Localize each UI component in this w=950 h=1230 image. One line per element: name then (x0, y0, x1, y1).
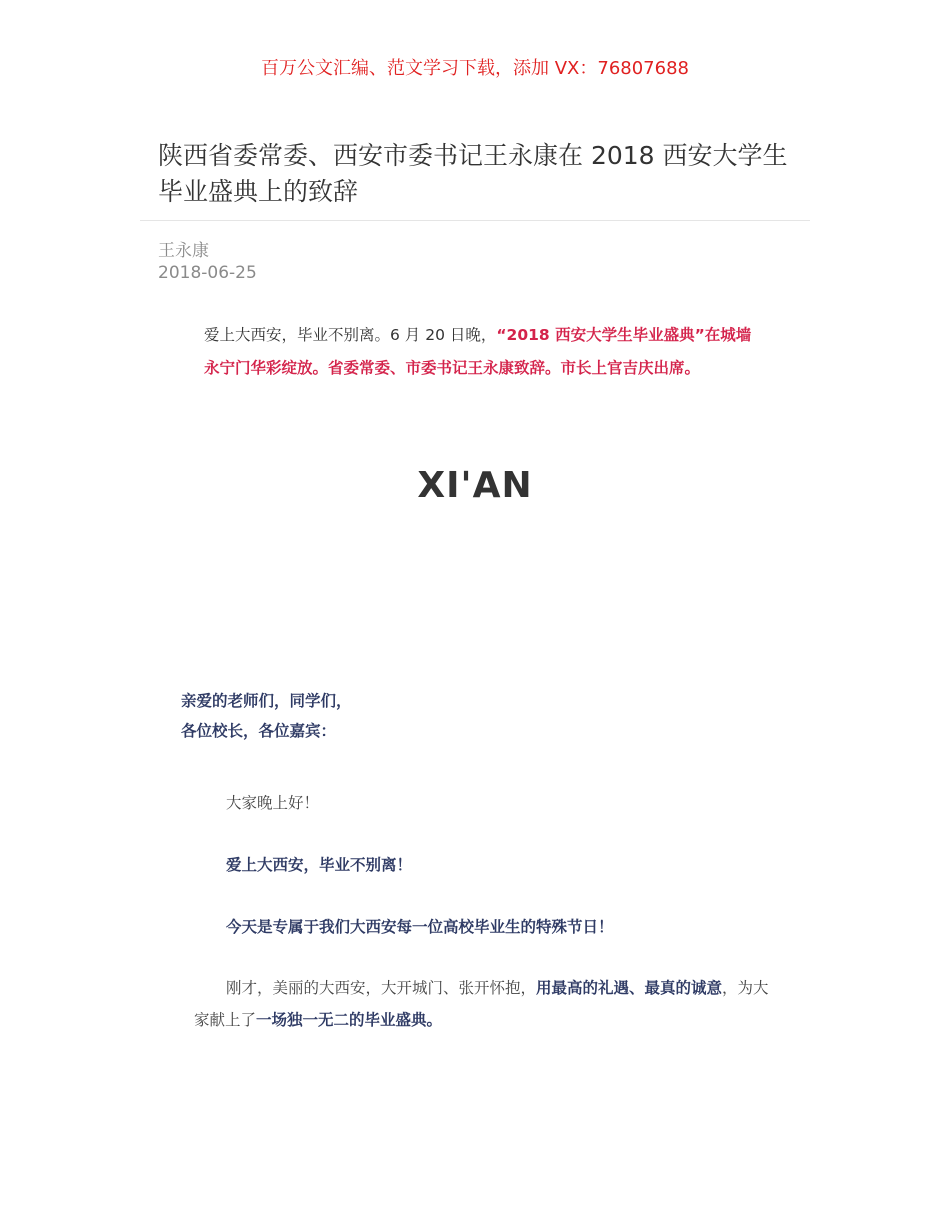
article-author: 王永康 (158, 241, 209, 261)
paragraph-4-emphasis-b: 一场独一无二的毕业盛典。 (256, 1011, 443, 1029)
lead-highlight-text: “2018 西安大学生毕业盛典”在城墙永宁门华彩绽放。省委常委、市委书记王永康致辞。市长上官吉庆出席。 (204, 326, 752, 377)
speech-paragraph-4 (194, 972, 769, 1036)
title-divider (140, 220, 810, 221)
greeting-line-2: 各位校长，各位嘉宾： (181, 722, 337, 740)
paragraph-4-text-a: 刚才，美丽的大西安，大开城门、张开怀抱， (226, 979, 537, 997)
paragraph-4-text-b: ，为大家献上了 (194, 979, 769, 1029)
article-date: 2018-06-25 (158, 263, 257, 283)
watermark-banner: 百万公文汇编、范文学习下载，添加 VX：76807688 (261, 58, 689, 79)
lead-plain-text: 爱上大西安，毕业不别离。6 月 20 日晚， (204, 326, 497, 344)
xian-banner-text: XI'AN (417, 465, 533, 506)
article-title: 陕西省委常委、西安市委书记王永康在 2018 西安大学生毕业盛典上的致辞 (158, 141, 788, 206)
greeting-line-1: 亲爱的老师们，同学们， (181, 692, 352, 710)
speech-paragraph-1: 大家晚上好！ (226, 794, 320, 812)
paragraph-4-emphasis-a: 用最高的礼遇、最真的诚意 (536, 979, 723, 997)
speech-paragraph-3: 今天是专属于我们大西安每一位高校毕业生的特殊节日！ (226, 918, 614, 936)
speech-paragraph-2: 爱上大西安，毕业不别离！ (226, 856, 413, 874)
lead-paragraph (204, 319, 764, 385)
